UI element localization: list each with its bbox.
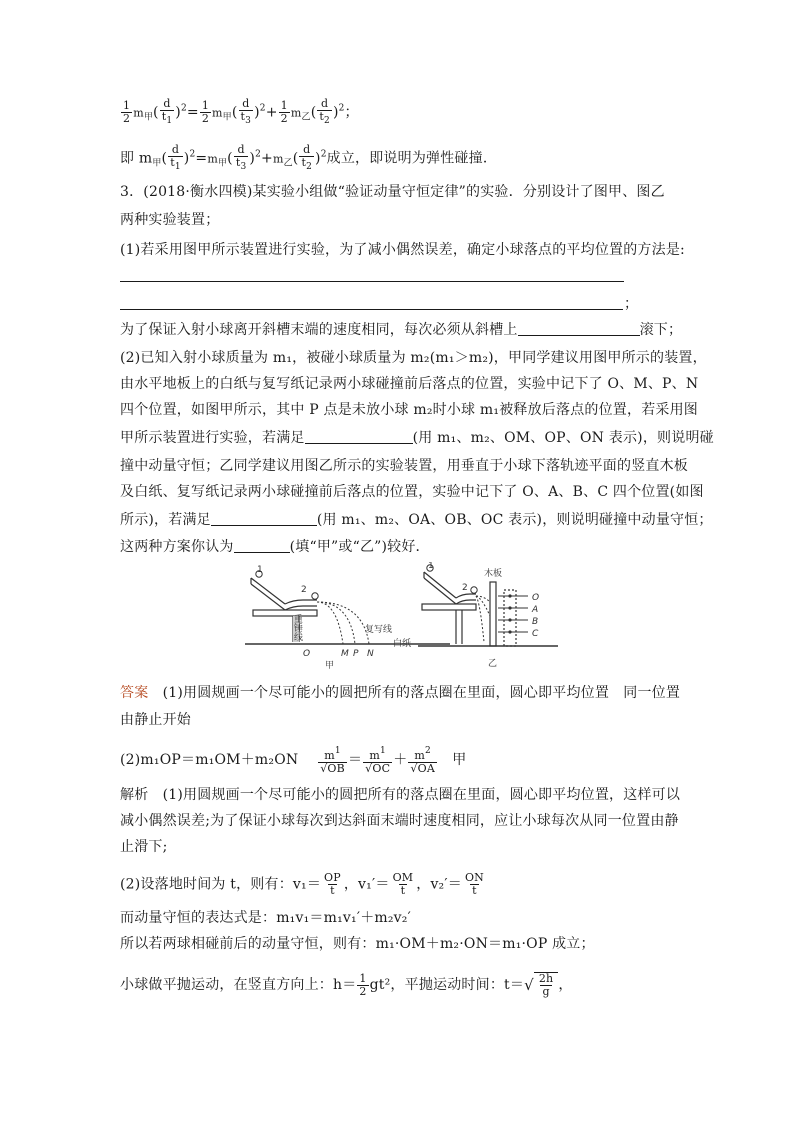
square-exponent: 2 xyxy=(259,103,266,114)
fraction-om-t xyxy=(391,872,416,897)
numerator: d xyxy=(171,143,180,156)
semicolon: ； xyxy=(624,296,639,312)
numerator: d xyxy=(242,97,250,110)
analysis-line-4 xyxy=(120,872,487,897)
analysis-line-1 xyxy=(120,785,680,805)
numerator: d xyxy=(321,97,329,110)
equation-prefix: 即 m xyxy=(120,150,153,167)
mark-o xyxy=(508,594,511,597)
denominator: √OC xyxy=(365,762,391,775)
text-segment: 甲所示装置进行实验，若满足 xyxy=(120,430,305,446)
mass-symbol: m xyxy=(324,749,335,762)
analysis-line-3: 止滑下; xyxy=(120,839,168,855)
numerator xyxy=(322,745,343,762)
mass-symbol: m xyxy=(272,152,284,166)
numerator xyxy=(367,745,388,762)
mass-subscript: 甲 xyxy=(217,158,228,169)
mass-symbol: m xyxy=(290,106,302,120)
mass-symbol: m xyxy=(212,106,223,120)
equation-line-1: $\frac{1}{2}$ $m_甲$( $\frac{d}{t_1}$ )$^2$= $\frac{1}{2}$ $m_甲$( $\frac{d}{t_3}$ )$^2$+ $\frac{1}{2}$ $m_乙$( $\frac{d}{t_2}$ )$^2$； xyxy=(123,97,359,126)
fraction-m1-sqrt-oc xyxy=(363,745,392,775)
text-segment: 为了保证入射小球离开斜槽末端的速度相同，每次必须从斜槽上 xyxy=(120,322,518,338)
table-top xyxy=(253,610,317,616)
time-subscript: 3 xyxy=(245,116,252,126)
question-3-part-1: (1)若采用图甲所示装置进行实验，为了减小偶然误差，确定小球落点的平均位置的方法是: xyxy=(120,242,685,258)
mass-subscript: 甲 xyxy=(152,158,162,169)
numerator: 1 xyxy=(123,99,131,112)
numerator: OP xyxy=(324,871,341,884)
text-segment: 这两种方案你认为 xyxy=(120,539,234,555)
label-2: 2 xyxy=(301,585,307,595)
question-3-part-2-line-4 xyxy=(120,428,714,448)
fraction-m2-sqrt-oa xyxy=(408,745,437,775)
time-symbol: t xyxy=(161,110,167,123)
question-3-part-2-line-8 xyxy=(120,537,430,557)
time-subscript: 3 xyxy=(240,162,247,172)
answer-blank[interactable] xyxy=(305,429,413,444)
mass-symbol: m xyxy=(133,106,144,120)
point-m: M xyxy=(341,649,349,659)
length-ob: OB xyxy=(327,762,345,775)
answer-choice: 甲 xyxy=(452,752,467,768)
point-p: P xyxy=(353,649,359,659)
answer-blank[interactable] xyxy=(211,511,317,526)
denominator xyxy=(239,110,254,127)
label-1: 1 xyxy=(428,562,434,571)
answer-blank-line-1[interactable] xyxy=(120,281,624,282)
vertical-board xyxy=(490,582,496,646)
numerator: 1 xyxy=(359,971,367,985)
equals-sign: ＝ xyxy=(347,752,363,768)
radicand xyxy=(534,972,558,998)
radical-icon: √ xyxy=(524,976,534,994)
answer-text: (1)用圆规画一个尽可能小的圆把所有的落点圈在里面，圆心即平均位置 同一位置 xyxy=(162,685,681,701)
time-subscript: 1 xyxy=(166,116,173,126)
label-1: 1 xyxy=(257,565,263,575)
point-b: B xyxy=(532,617,539,627)
plus-sign: ＋ xyxy=(393,752,408,768)
time-symbol: t xyxy=(301,156,307,169)
figure-caption: 甲 xyxy=(325,661,335,671)
length-oc: OC xyxy=(372,762,391,775)
ramp-upper-edge xyxy=(424,572,456,598)
time-symbol: t xyxy=(235,156,241,169)
point-o: O xyxy=(532,593,540,603)
board-frame xyxy=(504,590,516,646)
semicolon: ； xyxy=(344,104,359,121)
text-segment: 所示)，若满足 xyxy=(120,512,211,528)
analysis-label: 解析 xyxy=(120,787,149,803)
denominator: √OB xyxy=(320,762,345,775)
mark-b xyxy=(508,618,511,621)
numerator xyxy=(412,745,433,762)
figure-caption: 乙 xyxy=(488,659,498,669)
denominator: t xyxy=(400,884,406,897)
trajectory-m xyxy=(317,602,343,644)
numerator: OM xyxy=(392,871,414,884)
plus-sign: + xyxy=(265,104,278,121)
text-segment: gt²，平抛运动时间：t＝ xyxy=(369,977,525,993)
fraction-d-t3 xyxy=(234,144,249,173)
square-exponent: 2 xyxy=(180,103,187,114)
analysis-line-5: 而动量守恒的表达式是：m₁v₁＝m₁v₁′＋m₂v₂′ xyxy=(120,910,411,926)
answer-blank-line-2[interactable] xyxy=(120,309,623,310)
answer-line-2: 由静止开始 xyxy=(120,712,191,728)
question-3-part-2-line-3: 四个位置，如图甲所示，其中 P 点是未放小球 m₂时小球 m₁被释放后落点的位置，若采用图 xyxy=(120,402,698,418)
text-segment: 滚下； xyxy=(639,322,683,338)
time-symbol: t xyxy=(319,110,324,123)
mass-index: 2 xyxy=(425,746,431,756)
fraction-d-t2 xyxy=(317,98,332,127)
denominator xyxy=(317,110,332,127)
square-exponent: 2 xyxy=(320,149,327,160)
square-exponent: 2 xyxy=(255,149,261,160)
equals-sign: = xyxy=(195,150,208,167)
denominator: 2 xyxy=(201,112,210,125)
fraction-on-t xyxy=(463,872,486,897)
question-3-part-2-line-5: 撞中动量守恒；乙同学建议用图乙所示的实验装置，用垂直于小球下落轨迹平面的竖直木板 xyxy=(120,458,688,474)
point-o: O xyxy=(303,649,311,659)
mass-subscript: 乙 xyxy=(301,112,311,123)
track-curve xyxy=(456,594,476,598)
answer-equation: (2)m₁OP＝m₁OM＋m₂ON xyxy=(120,752,299,768)
paper-label: 白纸 xyxy=(393,639,412,649)
square-exponent: 2 xyxy=(338,103,345,114)
fraction-half xyxy=(121,100,132,125)
track-curve xyxy=(285,600,317,604)
table-top xyxy=(422,604,476,610)
analysis-line-2: 减小偶然误差;为了保证小球每次到达斜面末端时速度相同，应让小球每次从同一位置由静 xyxy=(120,813,679,829)
ball-2 xyxy=(312,593,318,599)
question-3-part-2-line-2: 由水平地板上的白纸与复写纸记录两小球碰撞前后落点的位置，实验中记下了 O、M、P、N xyxy=(120,376,699,392)
fraction-d-t1 xyxy=(168,144,183,173)
ramp-lower-edge xyxy=(251,584,285,610)
time-subscript: 2 xyxy=(306,162,313,172)
equation-line-2: 即 $m_甲$( $\frac{d}{t_1}$ )$^2=m_甲$( $\frac{d}{t_3}$ )$^2+m_乙$( $\frac{d}{t_2}$ )$^2$成立，即说明为弹性碰撞． xyxy=(120,143,498,172)
fraction-2h-g xyxy=(537,973,555,998)
denominator: t xyxy=(472,884,477,897)
point-c: C xyxy=(532,629,539,639)
numerator: ON xyxy=(464,871,484,884)
square-exponent: 2 xyxy=(189,149,196,160)
question-3-stem-line-2: 两种实验装置； xyxy=(120,212,220,228)
mass-index: 1 xyxy=(380,746,386,756)
mass-subscript: 甲 xyxy=(222,112,232,123)
mass-symbol: m xyxy=(369,749,381,762)
fraction-op-t xyxy=(322,872,343,897)
denominator: t xyxy=(330,884,335,897)
equation-suffix: 成立，即说明为弹性碰撞． xyxy=(326,150,498,167)
question-3-part-1b xyxy=(120,320,682,340)
text-segment: (用 m₁、m₂、OM、OP、ON 表示)，则说明碰 xyxy=(412,430,714,446)
answer-blank[interactable] xyxy=(234,538,290,553)
mass-subscript: 甲 xyxy=(143,112,154,123)
fraction-d-t3 xyxy=(239,98,254,127)
time-subscript: 2 xyxy=(324,116,330,126)
text-segment: ，v₁′＝ xyxy=(343,876,390,893)
numerator: 2h xyxy=(538,972,554,985)
fraction-d-t1 xyxy=(160,98,175,127)
time-symbol: t xyxy=(240,110,246,123)
answer-blank[interactable] xyxy=(518,321,640,336)
mark-c xyxy=(508,630,511,633)
answer-label: 答案 xyxy=(120,685,149,701)
label-2: 2 xyxy=(462,583,468,593)
trajectories xyxy=(317,602,369,644)
carbon-label: 复写线 xyxy=(365,625,393,635)
sqrt-expression xyxy=(524,972,558,998)
fraction-d-t2 xyxy=(299,144,314,173)
mass-symbol: m xyxy=(414,749,426,762)
fraction-half xyxy=(279,100,290,125)
point-a: A xyxy=(532,605,539,615)
fraction-half xyxy=(200,100,211,125)
analysis-line-7 xyxy=(120,972,573,998)
denominator: √OA xyxy=(410,762,435,775)
time-subscript: 1 xyxy=(174,162,181,172)
denominator: 2 xyxy=(123,112,131,125)
denominator xyxy=(299,156,314,173)
numerator: d xyxy=(163,97,171,110)
question-3-part-2-line-7 xyxy=(120,510,713,530)
figure-yi-apparatus xyxy=(418,562,558,672)
text-segment: ，v₂′＝ xyxy=(416,876,462,893)
mark-a xyxy=(508,606,511,609)
question-3-part-2-line-1: (2)已知入射小球质量为 m₁，被碰小球质量为 m₂(m₁＞m₂)，甲同学建议用图甲所示的装置， xyxy=(120,350,707,366)
time-symbol: t xyxy=(170,156,175,169)
arrows xyxy=(498,596,528,632)
numerator: 1 xyxy=(280,99,288,112)
point-n: N xyxy=(367,649,374,659)
analysis-text: (1)用圆规画一个尽可能小的圆把所有的落点圈在里面，圆心即平均位置，这样可以 xyxy=(162,787,681,803)
text-segment: (2)设落地时间为 t，则有：v₁＝ xyxy=(120,876,322,893)
answer-line-1 xyxy=(120,683,680,703)
trajectory-n xyxy=(317,602,369,644)
equals-sign: = xyxy=(186,104,199,121)
text-segment: (用 m₁、m₂、OA、OB、OC 表示)，则说明碰撞中动量守恒； xyxy=(316,512,713,528)
trajectory-p xyxy=(317,602,355,644)
denominator: 2 xyxy=(359,984,367,998)
trajectory-b xyxy=(476,596,490,616)
mass-subscript: 乙 xyxy=(283,158,293,169)
length-oa: OA xyxy=(417,762,435,775)
denominator: 2 xyxy=(280,112,288,125)
denominator xyxy=(168,156,183,173)
denominator xyxy=(234,156,249,173)
mass-index: 1 xyxy=(334,746,341,756)
plumb-label: 重锤线 xyxy=(292,614,302,641)
ramp-upper-edge xyxy=(251,578,285,604)
numerator: 1 xyxy=(201,99,210,112)
board-label: 木板 xyxy=(484,569,503,579)
plus-sign: + xyxy=(261,150,273,167)
ball-2 xyxy=(471,587,477,593)
denominator xyxy=(160,110,175,127)
numerator: d xyxy=(303,143,311,156)
fraction-half xyxy=(357,973,368,998)
numerator: d xyxy=(237,143,245,156)
denominator: g xyxy=(542,985,550,998)
answer-line-3 xyxy=(120,745,466,775)
comma: ， xyxy=(558,977,573,993)
mass-symbol: m xyxy=(207,152,218,166)
fraction-m1-sqrt-ob xyxy=(318,745,347,775)
ramp-lower-edge xyxy=(424,578,456,604)
question-3-stem-line-1: 3．(2018·衡水四模)某实验小组做“验证动量守恒定律”的实验．分别设计了图甲、图乙 xyxy=(120,184,665,200)
trajectories xyxy=(476,596,490,642)
text-segment: (填“甲”或“乙”)较好． xyxy=(289,539,430,555)
analysis-line-6: 所以若两球相碰前后的动量守恒，则有：m₁·OM＋m₂·ON＝m₁·OP 成立； xyxy=(120,936,595,952)
text-segment: 小球做平抛运动，在竖直方向上：h＝ xyxy=(120,977,357,993)
question-3-part-2-line-6: 及白纸、复写纸记录两小球碰撞前后落点的位置，实验中记下了 O、A、B、C 四个位置(如图 xyxy=(120,484,704,500)
